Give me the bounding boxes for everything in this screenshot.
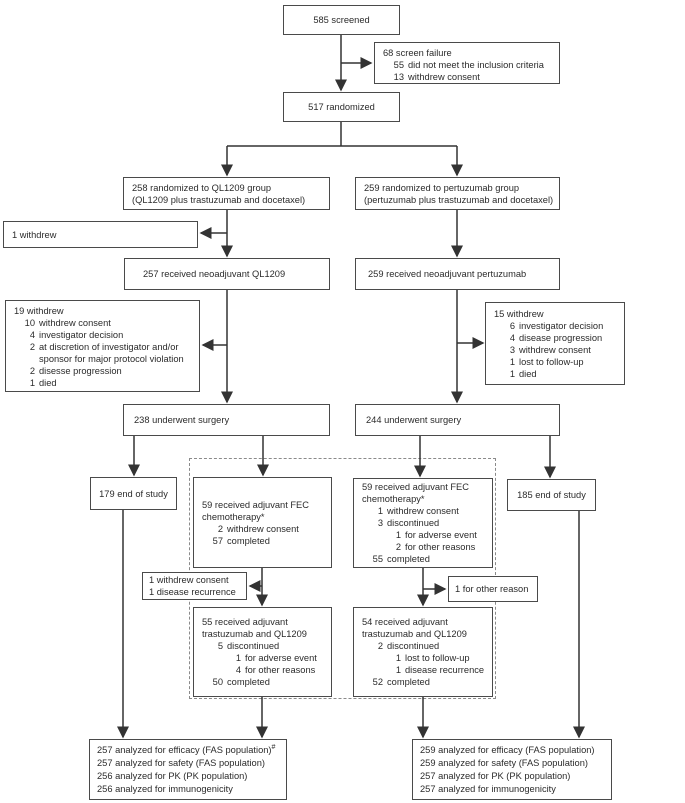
fec-subitem: 1 for adverse event (395, 530, 477, 540)
fec-ql1209-head: 59 received adjuvant FEC chemotherapy* (202, 499, 309, 522)
surgery-pertuzumab-label: 244 underwent surgery (366, 415, 462, 425)
adjuvant-pertuzumab-box (353, 607, 493, 697)
ql1209-group-box (123, 177, 330, 210)
fec-subitem: 2 for other reasons (395, 542, 476, 552)
pertuzumab-withdrawals-head: 15 withdrew (494, 308, 544, 319)
analysis-line: 257 analyzed for immunogenicity (420, 783, 556, 794)
adjuvant-ql1209-head: 55 received adjuvant trastuzumab and QL1209 (202, 617, 307, 639)
withdrawal-item: 1 died (509, 368, 537, 379)
withdrawal-item: 2 disesse progression (29, 366, 122, 376)
withdrawal-item: 4 disease progression (509, 332, 603, 343)
analysis-ql1209-box (89, 739, 287, 800)
analysis-line: 257 analyzed for safety (FAS population) (97, 757, 265, 768)
ql1209-withdrawals-head: 19 withdrew (14, 306, 64, 316)
adjuvant-pertuzumab-head: 54 received adjuvant trastuzumab and QL1209 (362, 617, 467, 639)
fec-ql1209-box (193, 477, 332, 568)
fec-item: 3 discontinued (377, 518, 440, 528)
end-of-study-ql1209-box (90, 477, 177, 510)
adjuvant-item: 2 discontinued (377, 641, 440, 651)
surgery-pertuzumab-box (355, 404, 560, 436)
end-of-study-pertuzumab-box (507, 479, 596, 511)
randomized-label: 517 randomized (308, 102, 375, 112)
end-of-study-pertuzumab-label: 185 end of study (517, 490, 586, 500)
withdrawn-mid-line: 1 withdrew consent (149, 575, 229, 585)
withdrawal-item: 1 lost to follow-up (509, 356, 584, 367)
fec-pertuzumab-box (353, 478, 493, 568)
end-of-study-ql1209-label: 179 end of study (99, 488, 168, 499)
adjuvant-subitem: 4 for other reasons (235, 665, 316, 675)
analysis-line: 257 analyzed for PK (PK population) (420, 770, 571, 781)
analysis-line: 257 analyzed for efficacy (FAS population)# (97, 743, 276, 755)
fec-pertuzumab-head: 59 received adjuvant FEC chemotherapy* (362, 482, 469, 504)
surgery-ql1209-label: 238 underwent surgery (134, 415, 230, 425)
fec-item: 2 withdrew consent (217, 523, 299, 534)
withdrawal-item: 10 withdrew consent (24, 318, 111, 328)
adjuvant-item: 5 discontinued (217, 641, 280, 651)
withdrawal-item-continuation: sponsor for major protocol violation (39, 354, 184, 364)
ql1209-group-line1: 258 randomized to QL1209 group (132, 182, 272, 193)
screen-failure-item: 55 did not meet the inclusion criteria (393, 60, 544, 70)
withdrawal-item: 4 investigator decision (29, 330, 124, 340)
adjuvant-subitem: 1 for adverse event (235, 653, 317, 663)
adjuvant-subitem: 1 lost to follow-up (395, 653, 470, 663)
adjuvant-ql1209-box (193, 607, 332, 697)
ql1209-group-line2: (QL1209 plus trastuzumab and docetaxel) (132, 194, 306, 205)
screen-failure-box (374, 42, 560, 84)
withdrawal-item: 6 investigator decision (509, 320, 604, 331)
adjuvant-item: 52 completed (372, 677, 430, 687)
withdrawn-before-adjuvant-pertuzumab-box (448, 576, 538, 602)
pertuzumab-group-line2: (pertuzumab plus trastuzumab and docetaxel) (364, 194, 554, 205)
withdrew-1-box (3, 221, 198, 248)
surgery-ql1209-box (123, 404, 330, 436)
pertuzumab-withdrawals-box (485, 302, 625, 385)
withdrawal-item: 1 died (29, 378, 57, 388)
withdrawn-before-adjuvant-ql1209-box (142, 572, 247, 600)
fec-item: 57 completed (212, 535, 270, 546)
fec-item: 1 withdrew consent (377, 506, 459, 516)
analysis-line: 256 analyzed for PK (PK population) (97, 770, 248, 781)
pertuzumab-group-line1: 259 randomized to pertuzumab group (364, 182, 520, 193)
analysis-pertuzumab-box (412, 739, 612, 800)
neoadjuvant-pertuzumab-label: 259 received neoadjuvant pertuzumab (368, 269, 527, 279)
adjuvant-item: 50 completed (212, 677, 270, 687)
other-reason-label: 1 for other reason (455, 584, 529, 594)
withdrawal-item: 3 withdrew consent (509, 344, 591, 355)
analysis-line: 259 analyzed for efficacy (FAS population) (420, 744, 595, 755)
screen-failure-item: 13 withdrew consent (393, 72, 480, 82)
ql1209-withdrawals-box (5, 300, 200, 392)
footnote-marker: # (271, 743, 276, 751)
neoadjuvant-ql1209-box (124, 258, 330, 290)
adjuvant-subitem: 1 disease recurrence (395, 665, 485, 675)
analysis-line: 256 analyzed for immunogenicity (97, 783, 233, 794)
neoadjuvant-pertuzumab-box (355, 258, 560, 290)
pertuzumab-group-box (355, 177, 560, 210)
neoadjuvant-ql1209-label: 257 received neoadjuvant QL1209 (143, 269, 286, 279)
screen-failure-head: 68 screen failure (383, 48, 452, 58)
screened-box (283, 5, 400, 35)
analysis-line: 259 analyzed for safety (FAS population) (420, 757, 588, 768)
screened-label: 585 screened (313, 15, 370, 25)
withdrew-1-label: 1 withdrew (12, 229, 57, 240)
fec-item: 55 completed (372, 554, 430, 564)
withdrawn-mid-line: 1 disease recurrence (149, 587, 236, 597)
randomized-box (283, 92, 400, 122)
withdrawal-item: 2 at discretion of investigator and/or (29, 342, 179, 352)
